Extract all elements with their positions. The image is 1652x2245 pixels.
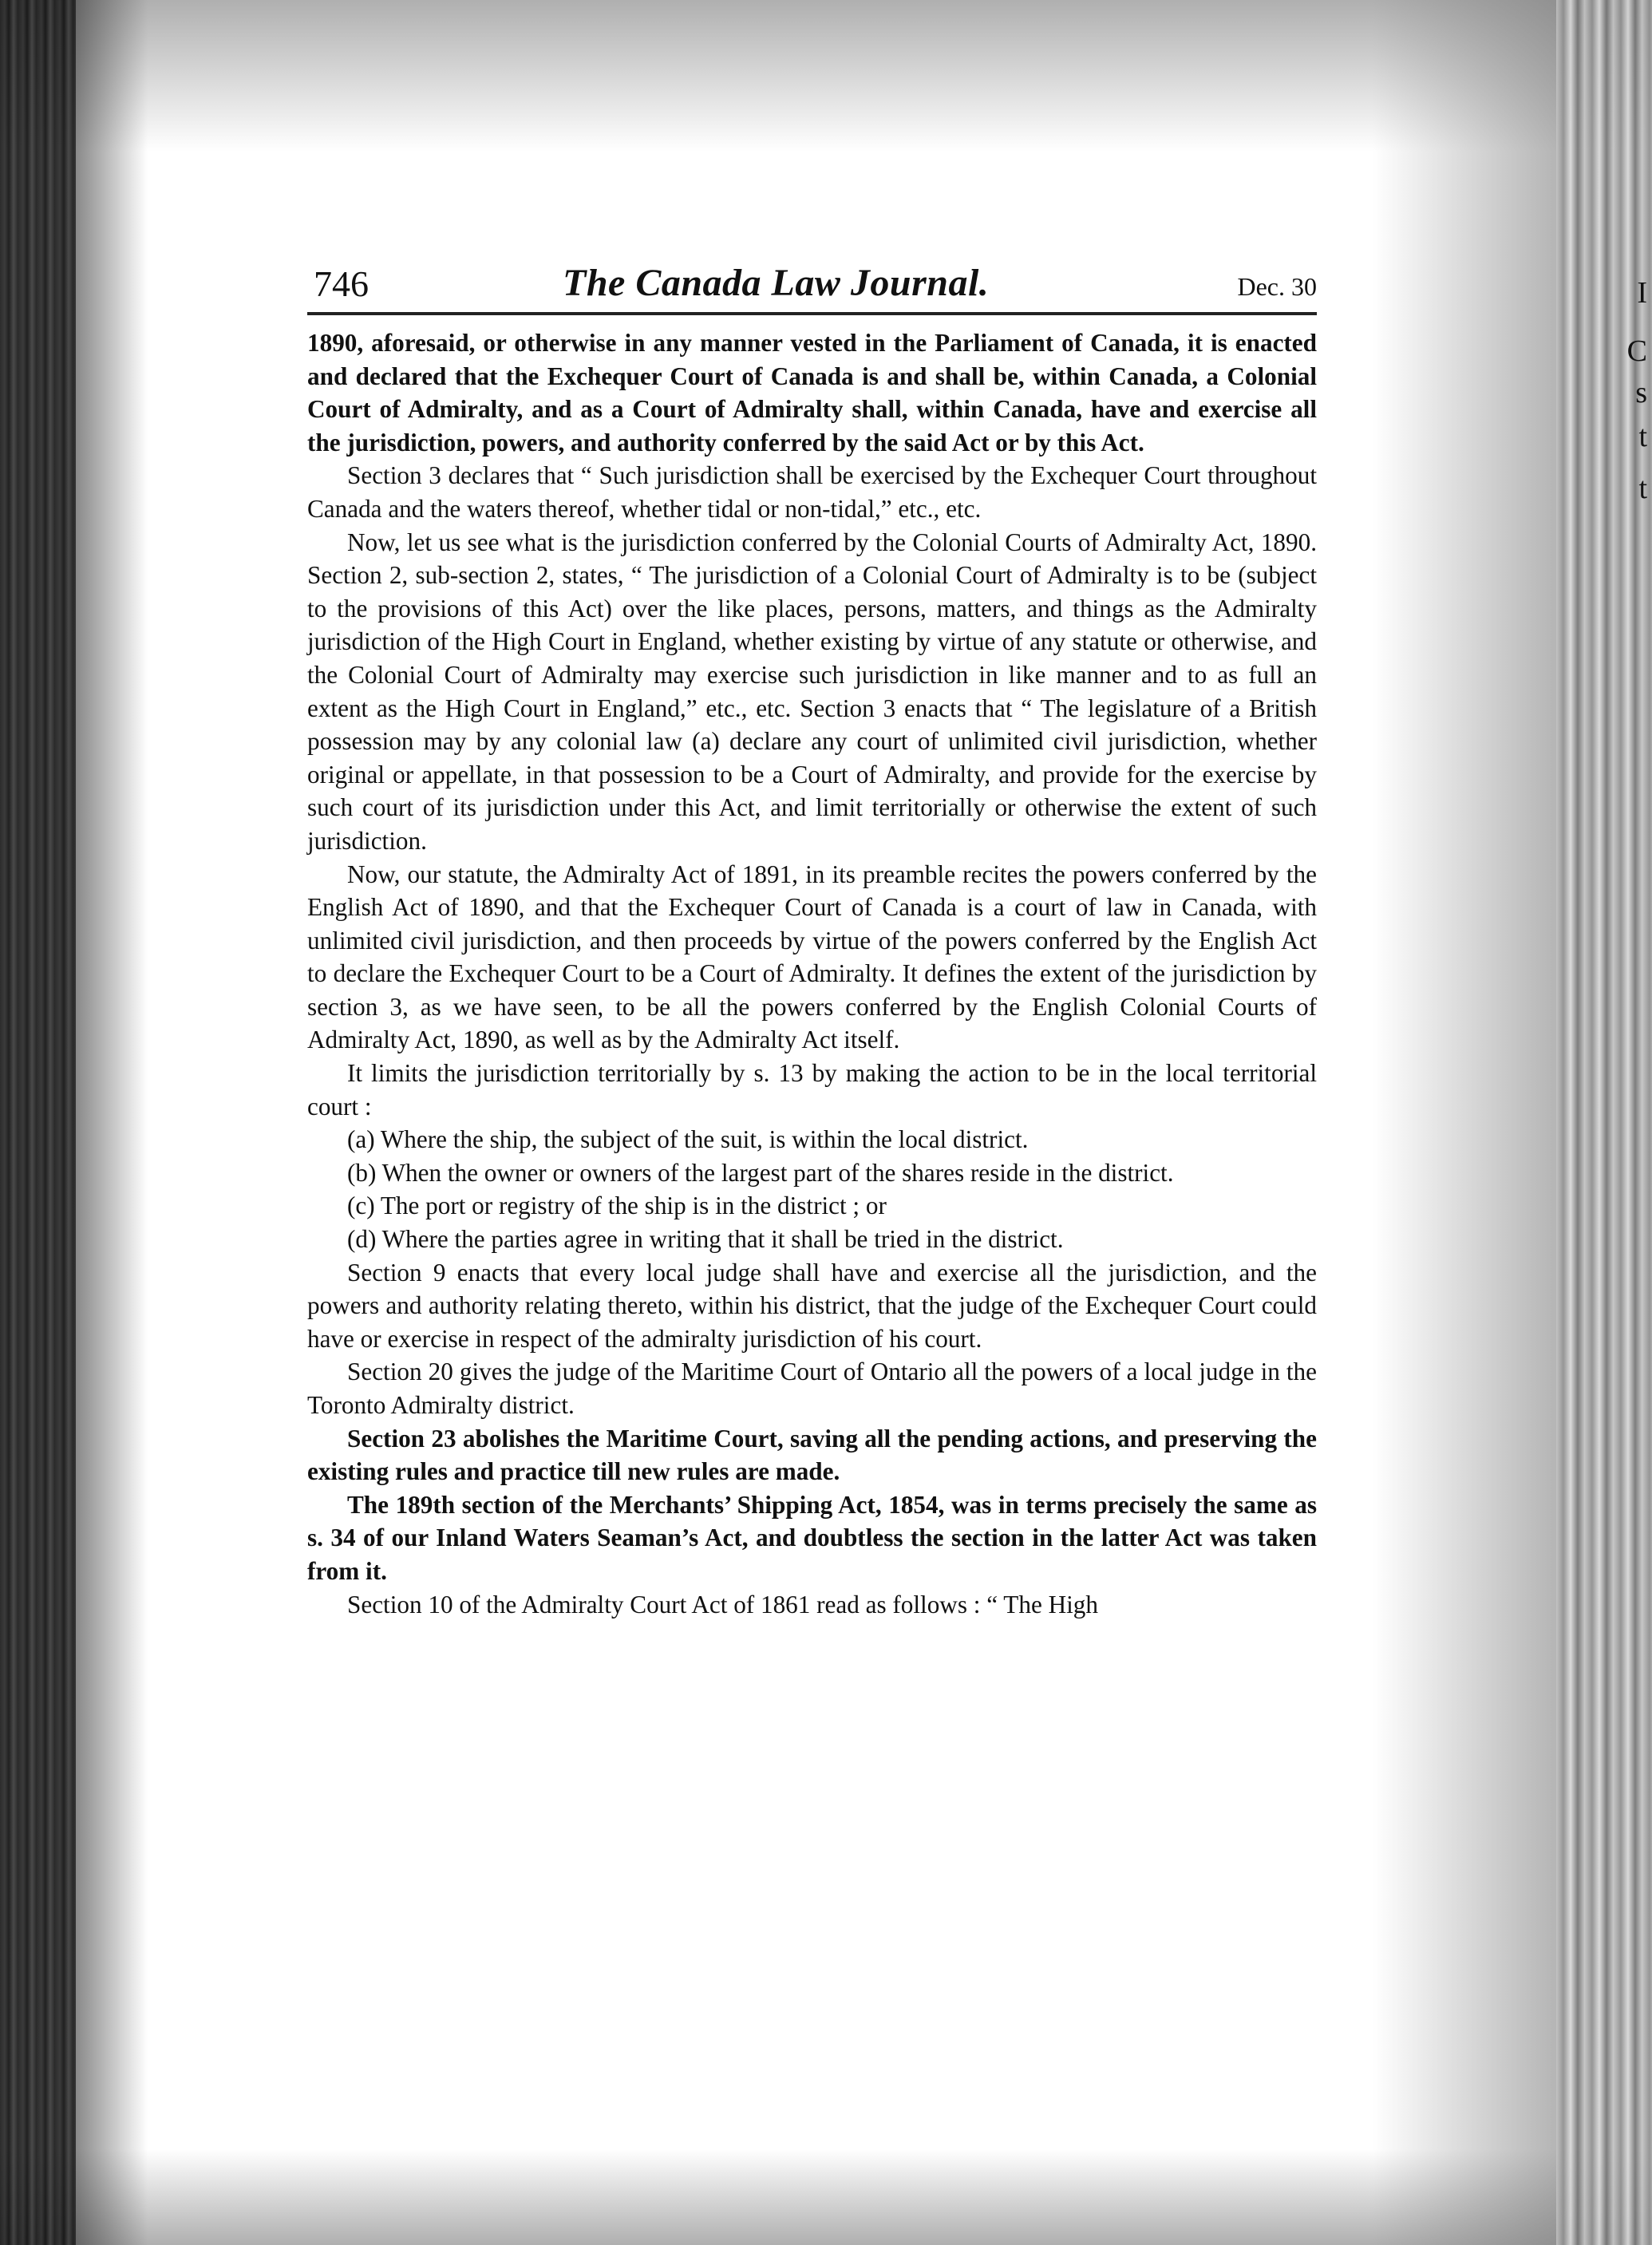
paragraph: 1890, aforesaid, or otherwise in any manner vested in the Parliament of Canada, it is enacted and declared that the Exchequer Court of Canada is and shall be, within Canada, a Colonial Court of Admiralty, and as a Court of Admiralty shall, within Canada, have and exercise all the jurisdiction, powers, and authority conferred by the said Act or by this Act. (307, 329, 1317, 457)
header-rule (307, 312, 1317, 315)
paragraph: Section 20 gives the judge of the Maritime Court of Ontario all the powers of a local judge in the Toronto Admiralty district. (307, 1358, 1317, 1419)
page-number: 746 (314, 263, 369, 304)
list-item: (c) The port or registry of the ship is in the district ; or (347, 1192, 887, 1220)
facing-page-letter: I (1637, 276, 1647, 310)
paragraph: Now, let us see what is the jurisdiction conferred by the Colonial Courts of Admiralty Act, 1890. Section 2, sub-section 2, states, “ The jurisdiction of a Colonial Court of Admiralty is to be (subject to the provisions of this Act) over the like places, persons, matters, and things as the Admiralty jurisdiction of the High Court in England, whether existing by virtue of any statute or otherwise, and the Colonial Court of Admiralty may exercise such jurisdiction in like manner and to as full an extent as the High Court in England,” etc., etc. Section 3 enacts that “ The legislature of a British possession may by any colonial law (a) declare any court of unlimited civil jurisdiction, whether original or appellate, in that possession to be a Court of Admiralty, and provide for the exercise by such court of its jurisdiction under this Act, and limit territorially or otherwise the extent of such jurisdiction. (307, 528, 1317, 855)
scan-shadow-right-fade (1373, 0, 1556, 2245)
paragraph: Section 3 declares that “ Such jurisdiction shall be exercised by the Exchequer Court throughout Canada and the waters thereof, whether tidal or non-tidal,” etc., etc. (307, 461, 1317, 523)
article-body (307, 326, 1317, 1621)
facing-page-letter: C (1626, 334, 1647, 368)
list-item: (d) Where the parties agree in writing that it shall be tried in the district. (347, 1225, 1064, 1254)
paragraph: Section 10 of the Admiralty Court Act of 1861 read as follows : “ The High (347, 1590, 1098, 1619)
scan-shadow-left-fade (76, 0, 148, 2245)
scan-shadow-left (0, 0, 76, 2245)
list-item: (a) Where the ship, the subject of the suit, is within the local district. (347, 1125, 1029, 1154)
facing-page-letter: t (1638, 420, 1647, 453)
paragraph: Now, our statute, the Admiralty Act of 1891, in its preamble recites the powers conferred by the English Act of 1890, and that the Exchequer Court of Canada is a court of law in Canada, with unlimited civil jurisdiction, and then proceeds by virtue of the powers conferred by the English Act to declare the Exchequer Court to be a Court of Admiralty. It defines the extent of the jurisdiction by section 3, as we have seen, to be all the powers conferred by the English Colonial Courts of Admiralty Act, 1890, as well as by the Admiralty Act itself. (307, 860, 1317, 1054)
paragraph: Section 23 abolishes the Maritime Court, saving all the pending actions, and preserving the existing rules and practice till new rules are made. (307, 1424, 1317, 1486)
running-header (307, 259, 1317, 309)
paragraph: Section 9 enacts that every local judge shall have and exercise all the jurisdiction, and the powers and authority relating thereto, within his district, that the judge of the Exchequer Court could have or exercise in respect of the admiralty jurisdiction of his court. (307, 1258, 1317, 1353)
facing-page-letter: t (1638, 472, 1647, 505)
list-item: (b) When the owner or owners of the largest part of the shares reside in the district. (347, 1158, 1174, 1187)
paragraph: The 189th section of the Merchants’ Shipping Act, 1854, was in terms precisely the same as s. 34 of our Inland Waters Seaman’s Act, and doubtless the section in the latter Act was taken from it. (307, 1490, 1317, 1585)
journal-page (307, 259, 1317, 1621)
facing-page-letter: s (1635, 376, 1647, 409)
issue-date: Dec. 30 (1237, 272, 1317, 301)
journal-title: The Canada Law Journal. (563, 262, 990, 304)
paragraph: It limits the jurisdiction territorially by s. 13 by making the action to be in the local territorial court : (307, 1059, 1317, 1121)
